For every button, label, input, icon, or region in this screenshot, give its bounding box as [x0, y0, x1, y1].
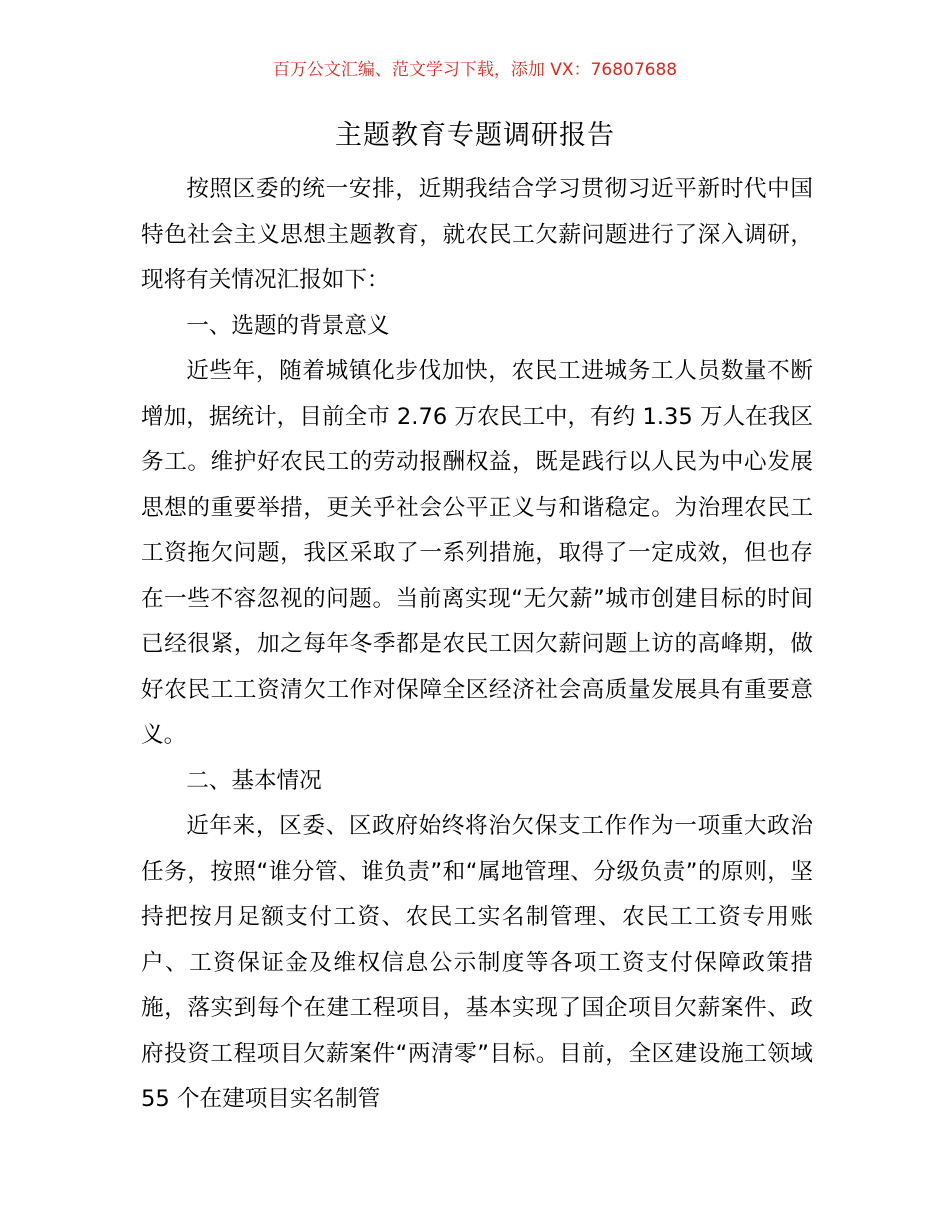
- basic-situation-paragraph: 近年来，区委、区政府始终将治欠保支工作作为一项重大政治任务，按照“谁分管、谁负责”和“属地管理、分级负责”的原则，坚持把按月足额支付工资、农民工实名制管理、农民工工资专用账户、工资保证金及维权信息公示制度等各项工资支付保障政策措施，落实到每个在建工程项目，基本实现了国企项目欠薪案件、政府投资工程项目欠薪案件“两清零”目标。目前，全区建设施工领域 55 个在建项目实名制管: [141, 813, 813, 1112]
- background-paragraph: 近些年，随着城镇化步伐加快，农民工进城务工人员数量不断增加，据统计，目前全市 2.76 万农民工中，有约 1.35 万人在我区务工。维护好农民工的劳动报酬权益，既是践行以人民为中心发展思想的重要举措，更关乎社会公平正义与和谐稳定。为治理农民工工资拖欠问题，我区采取了一系列措施，取得了一定成效，但也存在一些不容忽视的问题。当前离实现“无欠薪”城市创建目标的时间已经很紧，加之每年冬季都是农民工因欠薪问题上访的高峰期，做好农民工工资清欠工作对保障全区经济社会高质量发展具有重要意义。: [141, 358, 813, 748]
- document-title: 主题教育专题调研报告: [335, 120, 615, 151]
- header-banner: 百万公文汇编、范文学习下载，添加 VX：76807688: [272, 60, 678, 80]
- document-body: [141, 167, 813, 1123]
- intro-paragraph: 按照区委的统一安排，近期我结合学习贯彻习近平新时代中国特色社会主义思想主题教育，就农民工欠薪问题进行了深入调研，现将有关情况汇报如下：: [141, 176, 813, 293]
- section-heading-background: 一、选题的背景意义: [186, 312, 390, 339]
- section-heading-basic-situation: 二、基本情况: [186, 767, 322, 794]
